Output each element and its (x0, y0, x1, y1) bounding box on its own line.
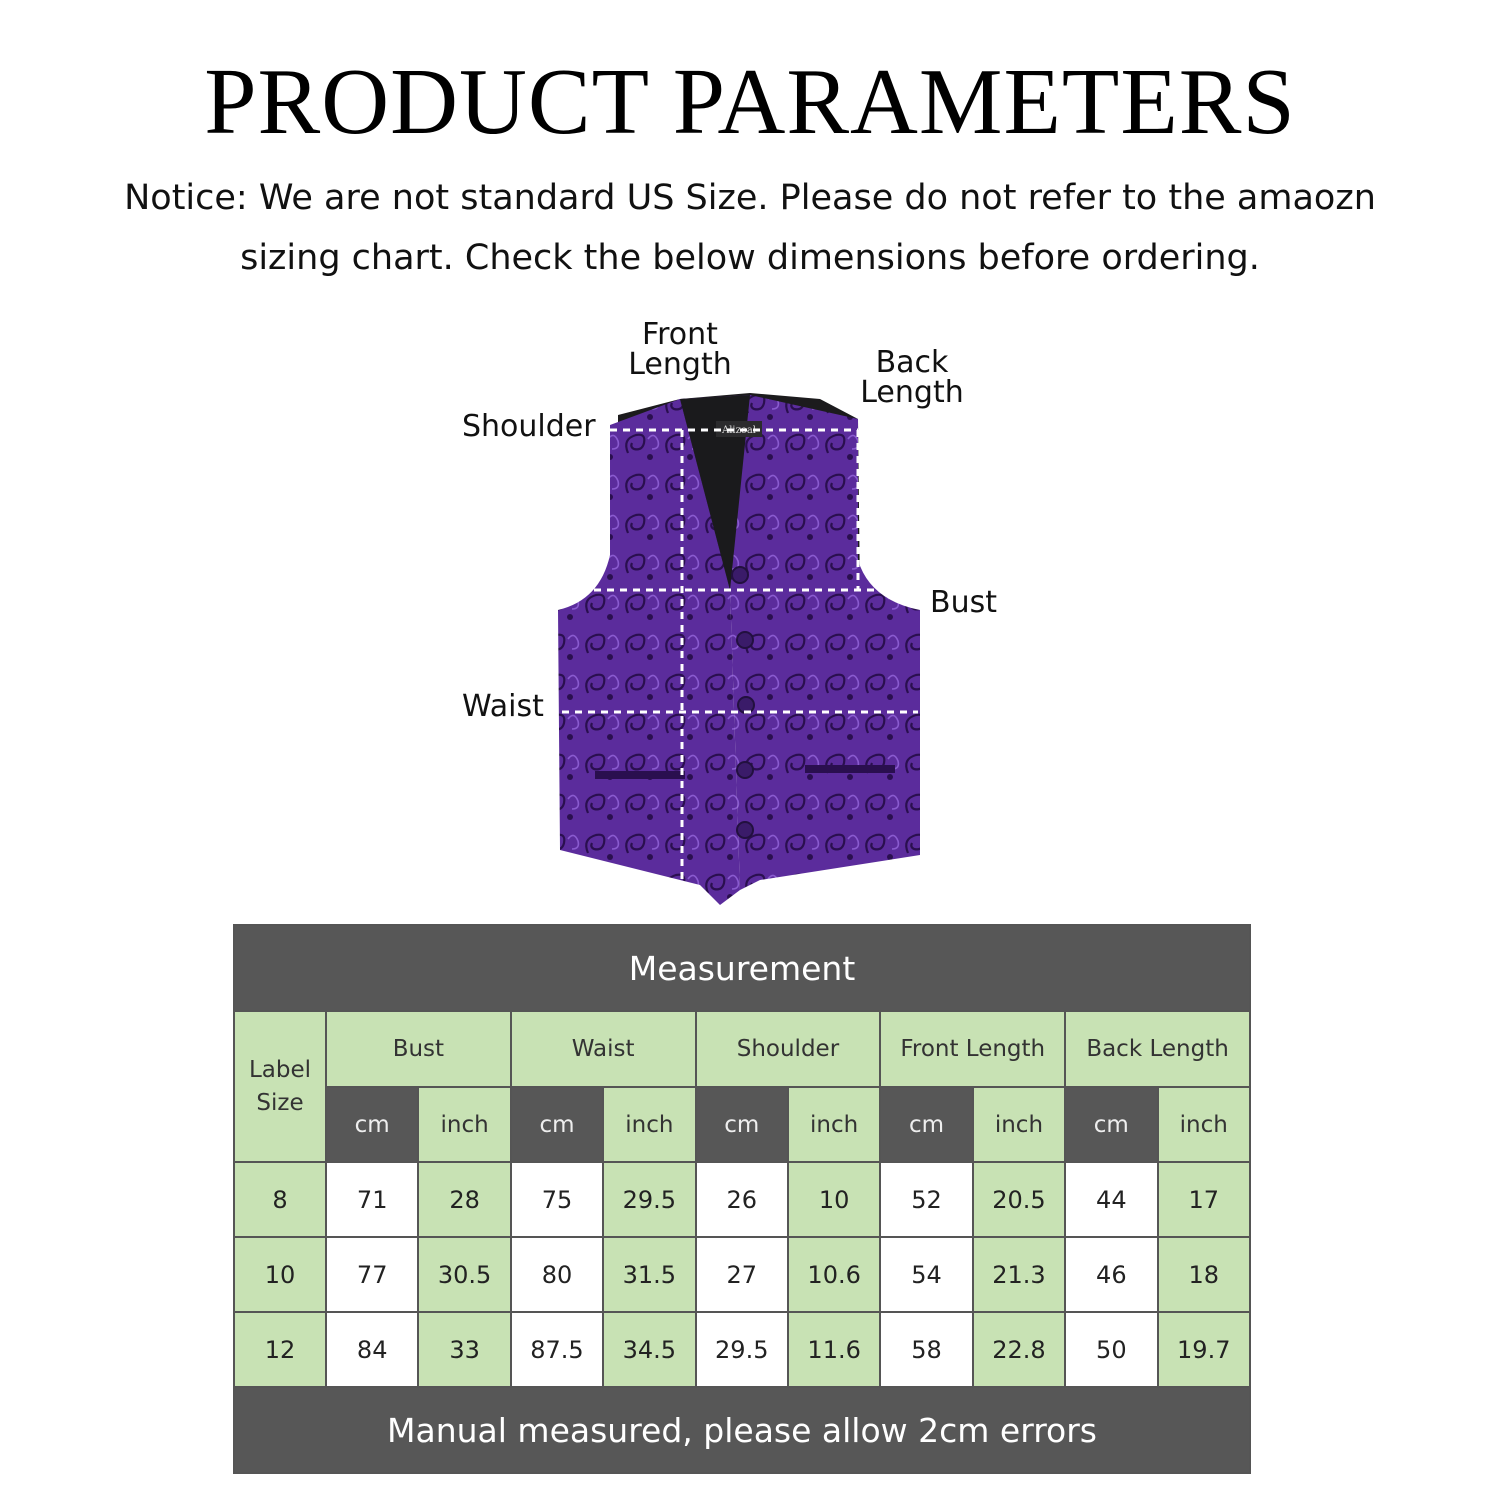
back-length-label-line-2: Length (860, 375, 964, 410)
value-cell: 29.5 (603, 1162, 695, 1237)
table-row (234, 1162, 1250, 1237)
group-header-front-length: Front Length (880, 1011, 1065, 1087)
value-cell: 84 (326, 1312, 418, 1387)
value-cell: 80 (511, 1237, 603, 1312)
front-length-label-line-2: Length (628, 347, 732, 382)
value-cell: 11.6 (788, 1312, 880, 1387)
value-cell: 28 (418, 1162, 510, 1237)
unit-inch: inch (1158, 1087, 1250, 1162)
value-cell: 52 (880, 1162, 972, 1237)
notice-line-1: Notice: We are not standard US Size. Please do not refer to the amaozn (124, 178, 1376, 218)
unit-inch: inch (973, 1087, 1065, 1162)
table-row (234, 1237, 1250, 1312)
vest-illustration (540, 385, 940, 905)
size-cell: 12 (234, 1312, 326, 1387)
table-footer-note: Manual measured, please allow 2cm errors (234, 1387, 1250, 1473)
value-cell: 26 (696, 1162, 788, 1237)
back-length-label-line-1: Back (875, 345, 949, 380)
value-cell: 10.6 (788, 1237, 880, 1312)
front-length-label (620, 317, 740, 382)
unit-cm: cm (1065, 1087, 1157, 1162)
value-cell: 29.5 (696, 1312, 788, 1387)
page-title: PRODUCT PARAMETERS (204, 50, 1296, 154)
shoulder-label: Shoulder (462, 409, 596, 444)
unit-cm: cm (696, 1087, 788, 1162)
value-cell: 77 (326, 1237, 418, 1312)
value-cell: 44 (1065, 1162, 1157, 1237)
value-cell: 34.5 (603, 1312, 695, 1387)
table-title: Measurement (234, 925, 1250, 1011)
label-size-header (234, 1011, 326, 1162)
value-cell: 22.8 (973, 1312, 1065, 1387)
label-size-header-line-1: Label (248, 1056, 312, 1083)
unit-cm: cm (511, 1087, 603, 1162)
value-cell: 71 (326, 1162, 418, 1237)
value-cell: 21.3 (973, 1237, 1065, 1312)
value-cell: 50 (1065, 1312, 1157, 1387)
sizing-notice (100, 168, 1400, 288)
value-cell: 75 (511, 1162, 603, 1237)
value-cell: 17 (1158, 1162, 1250, 1237)
value-cell: 20.5 (973, 1162, 1065, 1237)
value-cell: 31.5 (603, 1237, 695, 1312)
unit-cm: cm (880, 1087, 972, 1162)
value-cell: 33 (418, 1312, 510, 1387)
unit-inch: inch (788, 1087, 880, 1162)
label-size-header-line-2: Size (256, 1089, 304, 1116)
waist-label: Waist (462, 689, 544, 724)
group-header-waist: Waist (511, 1011, 696, 1087)
size-cell: 8 (234, 1162, 326, 1237)
unit-inch: inch (603, 1087, 695, 1162)
value-cell: 27 (696, 1237, 788, 1312)
value-cell: 54 (880, 1237, 972, 1312)
value-cell: 87.5 (511, 1312, 603, 1387)
unit-inch: inch (418, 1087, 510, 1162)
group-header-bust: Bust (326, 1011, 511, 1087)
group-header-shoulder: Shoulder (696, 1011, 881, 1087)
value-cell: 46 (1065, 1237, 1157, 1312)
brand-tag: Alizeal (722, 425, 756, 436)
value-cell: 58 (880, 1312, 972, 1387)
size-cell: 10 (234, 1237, 326, 1312)
table-row (234, 1312, 1250, 1387)
front-length-label-line-1: Front (642, 317, 718, 352)
notice-line-2: sizing chart. Check the below dimensions before ordering. (240, 238, 1260, 278)
unit-cm: cm (326, 1087, 418, 1162)
value-cell: 19.7 (1158, 1312, 1250, 1387)
value-cell: 10 (788, 1162, 880, 1237)
measurement-table (233, 924, 1251, 1474)
value-cell: 30.5 (418, 1237, 510, 1312)
value-cell: 18 (1158, 1237, 1250, 1312)
group-header-back-length: Back Length (1065, 1011, 1250, 1087)
bust-label: Bust (930, 585, 997, 620)
